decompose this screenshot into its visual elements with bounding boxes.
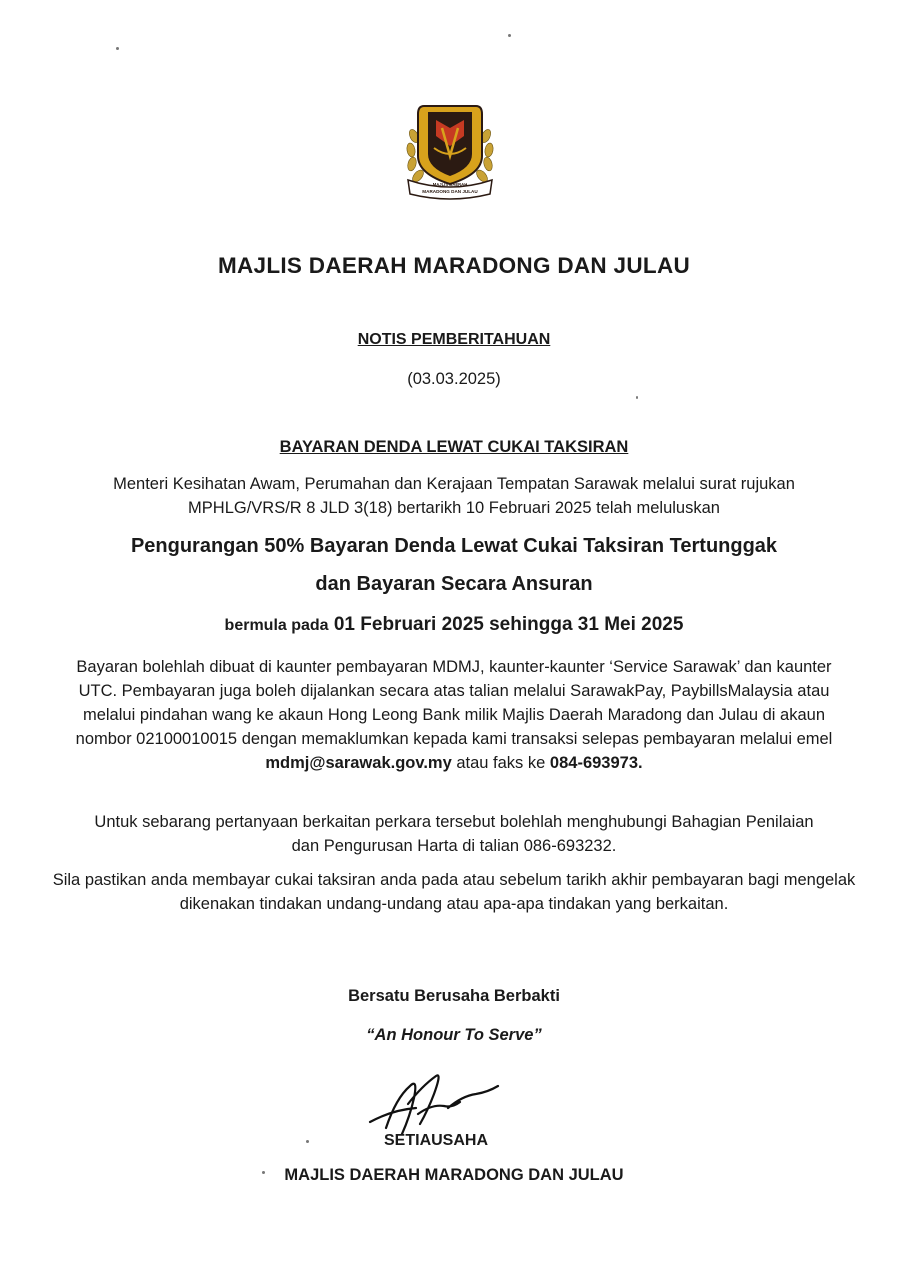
fax-number: 084-693973. xyxy=(549,754,643,772)
signatory-organization: MAJLIS DAERAH MARADONG DAN JULAU xyxy=(284,1166,624,1184)
scan-speck xyxy=(306,1140,309,1143)
scan-speck xyxy=(116,47,119,50)
motto: Bersatu Berusaha Berbakti xyxy=(348,987,560,1005)
notice-date: (03.03.2025) xyxy=(407,370,501,388)
email-address: mdmj@sarawak.gov.my xyxy=(265,754,452,772)
scan-speck xyxy=(262,1171,265,1174)
tagline: “An Honour To Serve” xyxy=(366,1026,542,1044)
scan-speck xyxy=(636,396,638,399)
notice-subject: BAYARAN DENDA LEWAT CUKAI TAKSIRAN xyxy=(279,438,629,456)
scan-speck xyxy=(508,34,511,37)
reminder-paragraph: Sila pastikan anda membayar cukai taksiran anda pada atau sebelum tarikh akhir pembayaran bagi mengelak dikenakan tindakan undang-undang atau apa-apa tindakan yang berkaitan. xyxy=(52,871,856,913)
notice-title: NOTIS PEMBERITAHUAN xyxy=(357,331,551,348)
signatory-title: SETIAUSAHA xyxy=(384,1132,489,1149)
payment-text: Bayaran bolehlah dibuat di kaunter pembayaran MDMJ, kaunter-kaunter ‘Service Sarawak’ dan kaunter UTC. Pembayaran juga boleh dijalankan secara atas talian melalui SarawakPay, PaybillsMalaysia atau melalui pindahan wang ke akaun Hong Leong Bank milik Majlis Daerah Maradong dan Julau di akaun nombor 02100010015 dengan memaklumkan kepada kami transaksi selepas pembayaran melalui emel xyxy=(75,658,833,748)
period-prefix: bermula pada xyxy=(224,617,329,634)
headline-line-1: Pengurangan 50% Bayaran Denda Lewat Cukai Taksiran Tertunggak xyxy=(130,535,778,557)
period-line xyxy=(0,614,908,636)
council-crest-logo xyxy=(404,98,496,202)
headline-line-2: dan Bayaran Secara Ansuran xyxy=(315,573,593,595)
intro-paragraph: Menteri Kesihatan Awam, Perumahan dan Kerajaan Tempatan Sarawak melalui surat rujukan MPHLG/VRS/R 8 JLD 3(18) bertarikh 10 Februari 2025 telah meluluskan xyxy=(113,475,795,517)
fax-prefix: atau faks ke xyxy=(456,754,546,772)
crest-text-bottom: MARADONG DAN JULAU xyxy=(422,189,478,194)
organization-title: MAJLIS DAERAH MARADONG DAN JULAU xyxy=(217,253,691,278)
contact-paragraph: Untuk sebarang pertanyaan berkaitan perkara tersebut bolehlah menghubungi Bahagian Penilaian dan Pengurusan Harta di talian 086-693232. xyxy=(94,813,814,855)
crest-text-top: MAJLIS DAERAH xyxy=(432,182,468,187)
payment-paragraph xyxy=(70,655,838,775)
period-dates: 01 Februari 2025 sehingga 31 Mei 2025 xyxy=(333,614,684,635)
